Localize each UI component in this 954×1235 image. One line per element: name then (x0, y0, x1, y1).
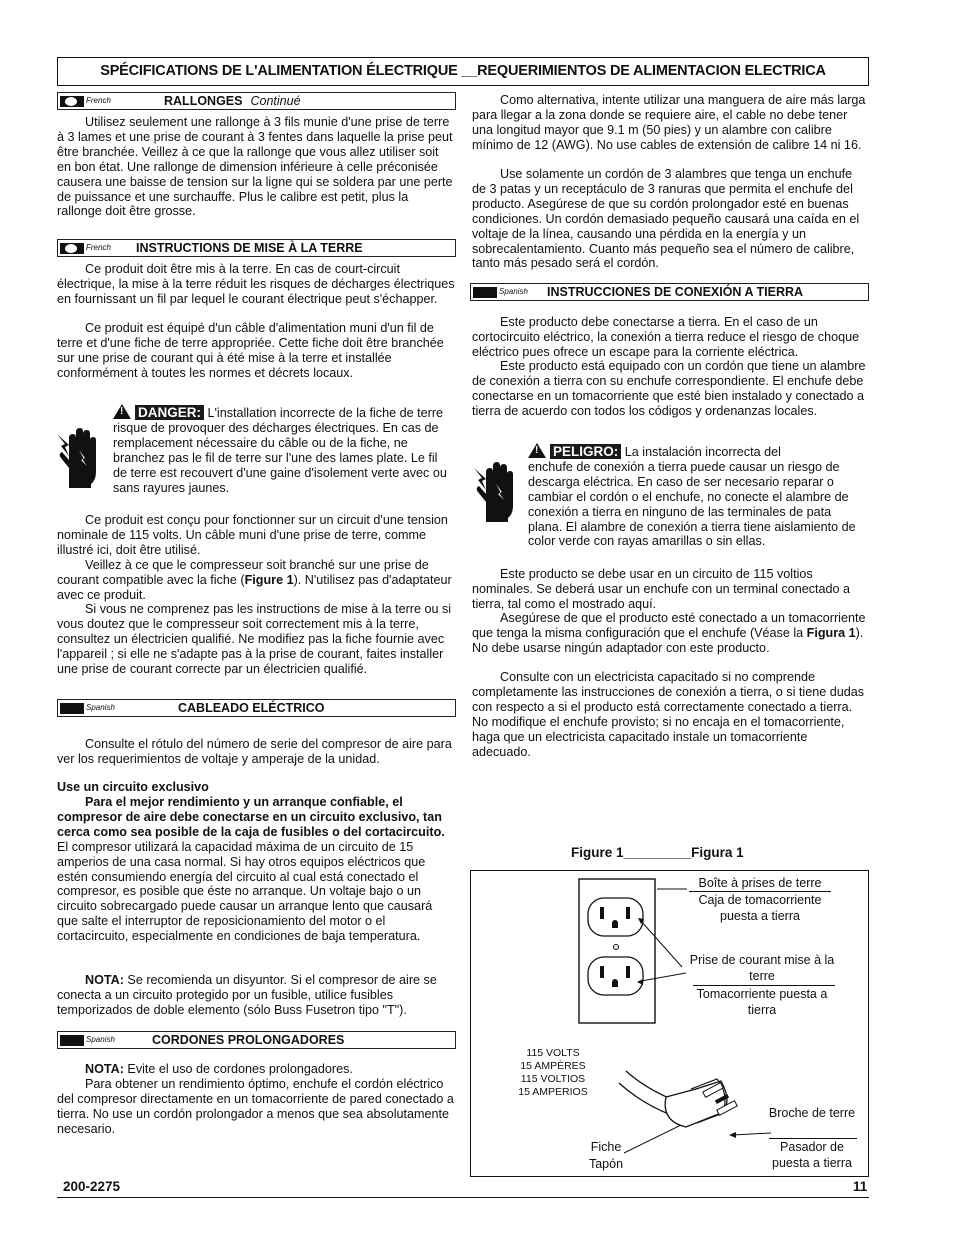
footer-rule (57, 1197, 869, 1198)
section-title: CORDONES PROLONGADORES (152, 1032, 345, 1047)
paragraph: Este producto se debe usar en un circuito de 115 voltios nominales. Se deberá usar un enchufe con un terminal conectado a tierra, tal como el mostrado aquí. (472, 567, 851, 611)
label-outlet-fr: Prise de courant mise à la terre (689, 953, 835, 983)
label-outlet-es: Tomacorriente puesta a tierra (696, 987, 828, 1017)
section-bar-cordones (57, 1031, 456, 1049)
page-title: SPÉCIFICATIONS DE L'ALIMENTATION ÉLECTRIQUE __REQUERIMIENTOS DE ALIMENTACION ELECTRICA (100, 63, 826, 80)
label-ground-pin-es: Pasador de puesta a tierra (772, 1140, 852, 1170)
rating-label: 115 VOLTS 15 AMPÈRES 115 VOLTIOS 15 AMPERIOS (518, 1047, 588, 1098)
paragraph: Este producto está equipado con un cordón que tiene un alambre de conexión a tierra con su enchufe correspondiente. El enchufe debe conectarse en un tomacorriente que esté bien instalado y conectado a tierra de acuerdo con todos los códigos y ordenanzas locales. (472, 359, 866, 418)
paragraph: Para el mejor rendimiento y un arranque confiable, el compresor de aire debe conectarse en un circuito exclusivo, tan cerca como sea posible de la caja de fusibles o del cortacircuito. El compresor utilizará la capacidad máxima de un circuito de 15 amperios de una casa normal. Si hay otros equipos eléctricos que estén consumiendo energía del circuito al cual está conectado el compresor, es posible que éste no arranque. Un voltaje bajo o un circuito sobrecargado puede causar un arranque lento que causará que salte el interruptor de reposicionamiento del motor o el cortacircuito, especialmente en condiciones de baja temperatura. (57, 795, 445, 944)
label-outlet-box-fr: Boîte à prises de terre (698, 876, 822, 890)
lang-flag-spanish: Spanish (58, 701, 132, 716)
section-title: RALLONGES (164, 93, 243, 108)
electric-shock-hand-icon (55, 428, 101, 490)
label-ground-pin-fr: Broche de terre (768, 1106, 856, 1120)
peligro-label: PELIGRO: (550, 444, 621, 459)
subheading: Use un circuito exclusivo (57, 780, 209, 794)
lang-flag-french: French (58, 241, 132, 256)
note: NOTA: Se recomienda un disyuntor. Si el compresor de aire se conecta a un circuito protegido por un fusible, utilice fusibles temporizados de doble elemento (sólo Buss Fusetron tipo "T"). (57, 973, 437, 1017)
receptacle-bottom (588, 957, 643, 995)
lang-flag-spanish: Spanish (58, 1033, 132, 1048)
paragraph: Consulte el rótulo del número de serie del compresor de aire para ver los requerimientos de voltaje y amperaje de la unidad. (57, 737, 452, 766)
paragraph: Asegúrese de que el producto esté conectado a un tomacorriente que tenga la misma configuración que el enchufe (Véase la Figura 1). No debe usarse ningún adaptador con este producto. (472, 611, 866, 655)
paragraph: Veillez à ce que le compresseur soit branché sur une prise de courant compatible avec la fiche (Figure 1). N'utilisez pas d'adaptateur avec ce produit. (57, 558, 452, 602)
danger-text: L'installation incorrecte de la fiche de terre risque de provoquer des décharges électriques. En cas de remplacement nécessaire du câble ou de la fiche, ne branchez pas le fil de terre sur l'une des lames plate. Le fil de terre est recouvert d'une gaine d'isolement verte avec ou sans rayures jaunes. (113, 406, 447, 495)
paragraph: Como alternativa, intente utilizar una manguera de aire más larga para llegar a la zona donde se requiere aire, el cable no debe tener una longitud mayor que 9.1 m (50 pies) y un alambre con calibre mínimo de 12 (AWG). No use cables de extensión de calibre 14 ni 16. (472, 93, 866, 152)
section-bar-conexion (470, 283, 869, 301)
note: NOTA: Evite el uso de cordones prolongadores. (85, 1062, 353, 1076)
figure-caption: Figure 1_________Figura 1 (571, 845, 744, 860)
electric-shock-hand-icon (472, 462, 518, 524)
danger-warning (113, 404, 448, 495)
paragraph: Para obtener un rendimiento óptimo, enchufe el cordón eléctrico del compresor directamente en un tomacorriente de pared conectado a tierra. No use un cordón prolongador a menos que sea absolutamente necesario. (57, 1077, 454, 1136)
lang-flag-french: French (58, 94, 132, 109)
paragraph: Ce produit doit être mis à la terre. En cas de court-circuit électrique, la mise à la terre réduit les risques de décharges électriques en fournissant un fil par lequel le courant électrique peut s'échapper. (57, 262, 455, 306)
paragraph: Utilisez seulement une rallonge à 3 fils munie d'une prise de terre à 3 lames et une prise de courant à 3 fentes dans laquelle la prise peut être branchée. Veillez à ce que la rallonge que vous allez utiliser soit en bon état. Une rallonge de dimension inférieure à celle préconisée causera une baisse de tension sur la ligne qui se soldera par une perte de puissance et une surchauffe. Plus le calibre est petit, plus la rallonge doit être grosse. (57, 115, 453, 219)
label-outlet-box-es: Caja de tomacorriente puesta a tierra (698, 893, 822, 923)
section-bar-cableado (57, 699, 456, 717)
section-title: INSTRUCTIONS DE MISE À LA TERRE (136, 240, 363, 255)
danger-label: DANGER: (135, 405, 204, 420)
paragraph: Use solamente un cordón de 3 alambres que tenga un enchufe de 3 patas y un receptáculo de 3 ranuras que permita el enchufe del producto. Asegúrese de que su cordón prolongador esté en buenas condiciones. Un cordón demasiado pequeño causará una caída en el voltaje de la línea, causando una pérdida en la energía y un sobrecalentamiento. Cuanto más pequeño sea el número de calibre, tanto más pesado será el cordón. (472, 167, 860, 271)
figure-1 (470, 870, 869, 1177)
page-title-box (57, 57, 869, 86)
label-plug-es: Tapón (588, 1157, 624, 1171)
paragraph: Este producto debe conectarse a tierra. En el caso de un cortocircuito eléctrico, la conexión a tierra reduce el riesgo de choque eléctrico pues ofrece un escape para la corriente eléctrica. (472, 315, 860, 359)
lang-flag-spanish: Spanish (471, 285, 545, 300)
section-subtitle: Continué (250, 93, 301, 108)
section-title: INSTRUCCIONES DE CONEXIÓN A TIERRA (547, 284, 804, 299)
paragraph: Si vous ne comprenez pas les instructions de mise à la terre ou si vous doutez que le compresseur soit correctement mis à la terre, consultez un électricien qualifié. Ne modifiez pas la fiche fournie avec l'appareil ; si elle ne s'adapte pas à la prise de courant, faites installer une prise de courant correcte par un électricien qualifié. (57, 602, 452, 676)
warning-triangle-icon (528, 443, 546, 458)
document-number: 200-2275 (63, 1179, 121, 1194)
page-number: 11 (853, 1179, 868, 1194)
section-bar-rallonges (57, 92, 456, 110)
paragraph: Ce produit est conçu pour fonctionner sur un circuit d'une tension nominale de 115 volts. Un câble muni d'une prise de terre, comme illustré ici, doit être utilisé. (57, 513, 448, 557)
receptacle-top (588, 898, 643, 936)
section-bar-mise-terre (57, 239, 456, 257)
warning-triangle-icon (113, 404, 131, 419)
section-title: CABLEADO ELÉCTRICO (178, 700, 325, 715)
label-plug-fr: Fiche (590, 1140, 622, 1154)
paragraph: Ce produit est équipé d'un câble d'alimentation muni d'un fil de terre et d'une fiche de terre appropriée. Cette fiche doit être branchée sur une prise de courant qui à été mise à la terre et installée conformément à toutes les normes et décrets locaux. (57, 321, 444, 380)
peligro-warning: !PELIGRO: La instalación incorrecta del enchufe de conexión a tierra puede causar un riesgo de descarga eléctrica. En caso de ser necesario reparar o cambiar el cordón o el enchufe, no conecte el alambre de conexión a tierra en ninguno de las terminales de pata plana. El alambre de conexión a tierra tiene aislamiento de color verde con rayas amarillas o sin ellas. (528, 443, 868, 549)
peligro-text: enchufe de conexión a tierra puede causar un riesgo de descarga eléctrica. En caso de ser necesario reparar o cambiar el cordón o el enchufe, no conecte el alambre de conexión a tierra en ninguno de las terminales de pata plana. El alambre de conexión a tierra tiene aislamiento de color verde con rayas amarillas o sin ellas. (528, 459, 856, 549)
paragraph: Consulte con un electricista capacitado si no comprende completamente las instrucciones de conexión a tierra, o si tiene dudas con respecto a si el producto está correctamente conectado a tierra. No modifique el enchufe provisto; si no encaja en el tomacorriente, haga que un electricista capacitado instale un tomacorriente adecuado. (472, 670, 865, 759)
